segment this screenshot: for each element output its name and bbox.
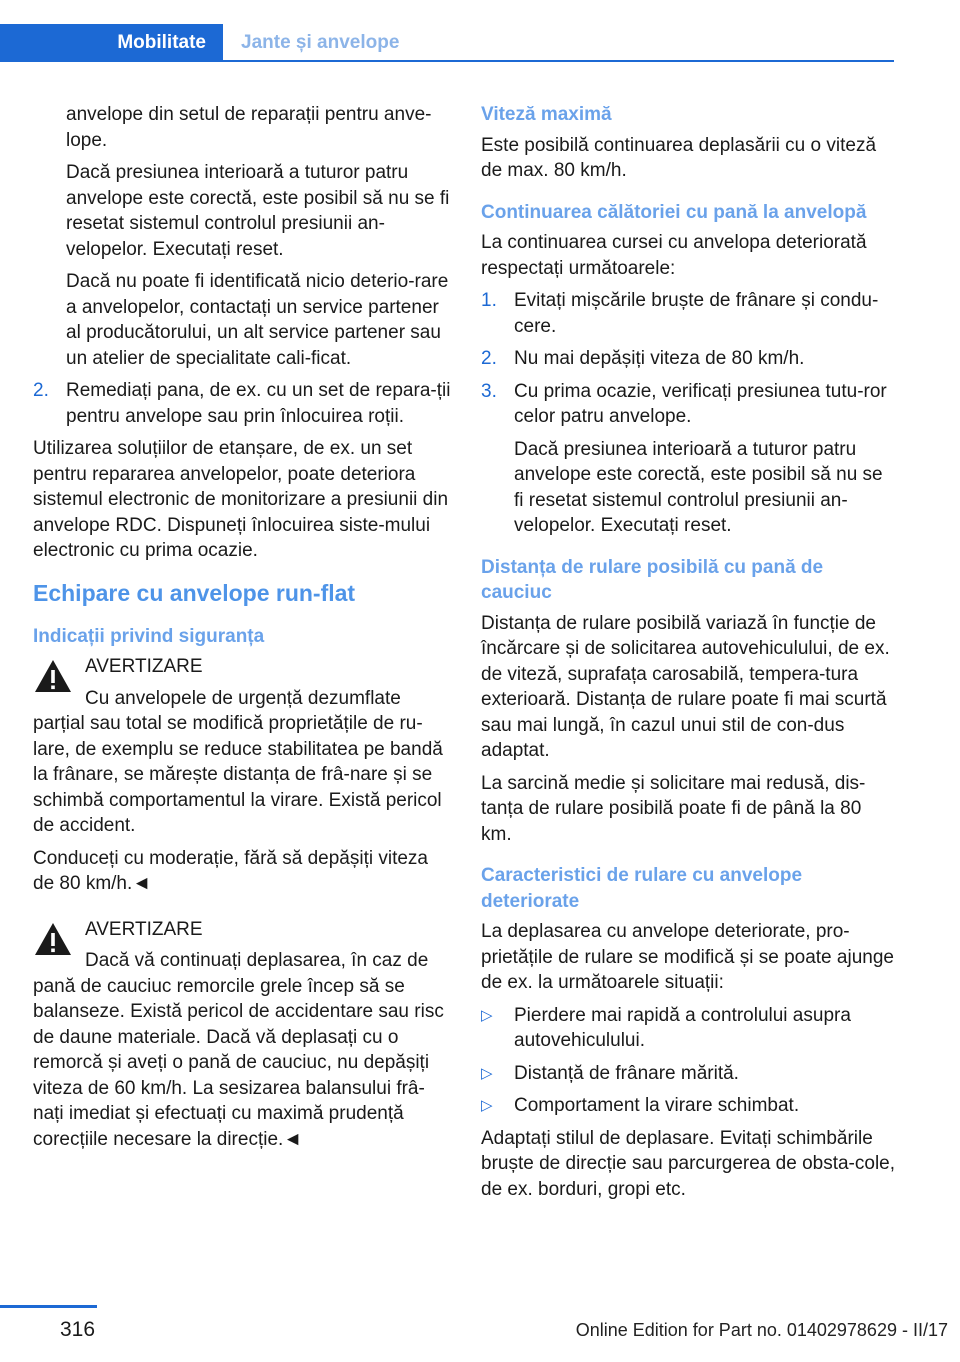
characteristics-heading: Caracteristici de rulare cu anvelope deteriorate	[481, 865, 803, 912]
bullet-item	[481, 1003, 896, 1054]
runflat-heading: Echipare cu anvelope run-flat	[33, 579, 356, 606]
characteristics-intro: La deplasarea cu anvelope deteriorate, pro‐prietățile de rulare se modifică și se poate ajunge de ex. la următoarele situații:	[481, 921, 894, 993]
step-number: 1.	[481, 290, 497, 311]
header-section-tab: Mobilitate	[0, 24, 223, 62]
safety-heading: Indicații privind siguranța	[33, 625, 265, 647]
bullet-item	[481, 1093, 896, 1119]
sealant-paragraph: Utilizarea soluțiilor de etanșare, de ex. un set pentru repararea anvelopelor, poate deteriora sistemul electronic de monitorizare a presiunii din anvelope RDC. Dispuneți înlocuirea siste‐mului electronic cu prima ocazie.	[33, 438, 449, 561]
warning-title: AVERTIZARE	[85, 918, 203, 940]
closing-paragraph: Adaptați stilul de deplasare. Evitați schimbările bruște de direcție sau parcurgerea de obsta‐cole, de ex. borduri, gropi etc.	[481, 1127, 896, 1200]
step-item	[481, 379, 896, 539]
continue-intro: La continuarea cursei cu anvelopa deteriorată respectați următoarele:	[481, 232, 867, 279]
step-item	[481, 288, 896, 339]
warning-body: Dacă vă continuați deplasarea, în caz de pană de cauciuc remorcile grele încep să se balanseze. Există pericol de accidentare sau risc de daune materiale. Dacă vă deplasați cu o remorcă și aveți o pană de cauciuc, nu depășiți viteza de 60 km/h. La sesizarea balansului frâ‐nați imediat și efectuați cu maximă prudență corecțiile necesare la direcție.◄	[33, 950, 444, 1150]
continued-paragraph: Dacă nu poate fi identificată nicio deterio‐rare a anvelopelor, contactați un service partener al producătorului, un alt service partener sau un atelier de specialitate cali‐ficat.	[66, 271, 449, 369]
bullet-triangle-icon: ▷	[481, 1097, 493, 1114]
continue-heading: Continuarea călătoriei cu pană la anvelopă	[481, 201, 867, 223]
step-continuation: Dacă presiunea interioară a tuturor patru anvelope este corectă, este posibil să nu se fi resetat sistemul controlul presiunii an‐velopelor. Executați reset.	[514, 438, 883, 536]
maxspeed-text: Este posibilă continuarea deplasării cu o viteză de max. 80 km/h.	[481, 134, 877, 181]
edition-note: Online Edition for Part no. 01402978629 - II/17	[575, 1320, 948, 1340]
bullet-triangle-icon: ▷	[481, 1064, 493, 1082]
warning-block	[33, 654, 451, 897]
bullet-triangle-icon: ▷	[481, 1006, 493, 1024]
bullet-item	[481, 1061, 896, 1087]
warning-body-continued: Conduceți cu moderație, fără să depășiți viteza de 80 km/h.◄	[33, 847, 428, 894]
step-item	[481, 346, 896, 372]
warning-title: AVERTIZARE	[85, 656, 203, 677]
bullet-text: Comportament la virare schimbat.	[514, 1095, 800, 1116]
warning-block	[33, 917, 451, 1153]
bullet-text: Pierdere mai rapidă a controlului asupra autovehiculului.	[514, 1004, 851, 1051]
header-rule	[223, 60, 894, 62]
left-column	[33, 102, 451, 1159]
right-column	[481, 102, 896, 1209]
step-item	[33, 378, 451, 429]
distance-heading: Distanța de rulare posibilă cu pană de cauciuc	[481, 556, 824, 603]
warning-triangle-icon	[33, 658, 73, 694]
bullet-text: Distanță de frânare mărită.	[514, 1062, 739, 1084]
continued-paragraph: Dacă presiunea interioară a tuturor patru anvelope este corectă, este posibil să nu se fi resetat sistemul controlul presiunii an‐velopelor. Executați reset.	[66, 162, 450, 260]
warning-triangle-icon	[33, 921, 73, 957]
page-number: 316	[60, 1318, 96, 1341]
step-text: Cu prima ocazie, verificați presiunea tutu‐ror celor patru anvelope.	[514, 380, 887, 427]
continued-paragraph: anvelope din setul de reparații pentru anve‐lope.	[66, 104, 432, 151]
distance-text: Distanța de rulare posibilă variază în funcție de încărcare și de solicitarea autovehiculului, de ex. de viteză, suprafața carosabilă, tempera‐tura exterioară. Distanța de rulare poate fi mai scurtă sau mai lungă, în cazul unui stil de con‐dus adaptat.	[481, 612, 890, 761]
warning-body: Cu anvelopele de urgență dezumflate parțial sau total se modifică proprietățile de ru‐lare, de exemplu se reduce stabilitatea pe bandă la frânare, se mărește distanța de frâ‐nare și se schimbă comportamentul la virare. Există pericol de accident.	[33, 687, 443, 836]
footer-rule	[0, 1305, 97, 1308]
step-text: Evitați mișcările bruște de frânare și condu‐cere.	[514, 290, 879, 337]
step-number: 2.	[33, 380, 49, 401]
maxspeed-heading: Viteză maximă	[481, 104, 612, 125]
step-number: 2.	[481, 348, 497, 369]
distance-text-2: La sarcină medie și solicitare mai redusă, dis‐tanța de rulare posibilă poate fi de până la 80 km.	[481, 772, 866, 845]
step-text: Nu mai depășiți viteza de 80 km/h.	[514, 348, 805, 369]
header-subsection-tab: Jante și anvelope	[241, 32, 400, 53]
step-number: 3.	[481, 380, 497, 402]
step-text: Remediați pana, de ex. cu un set de repara‐ții pentru anvelope sau prin înlocuirea roții.	[66, 380, 451, 427]
